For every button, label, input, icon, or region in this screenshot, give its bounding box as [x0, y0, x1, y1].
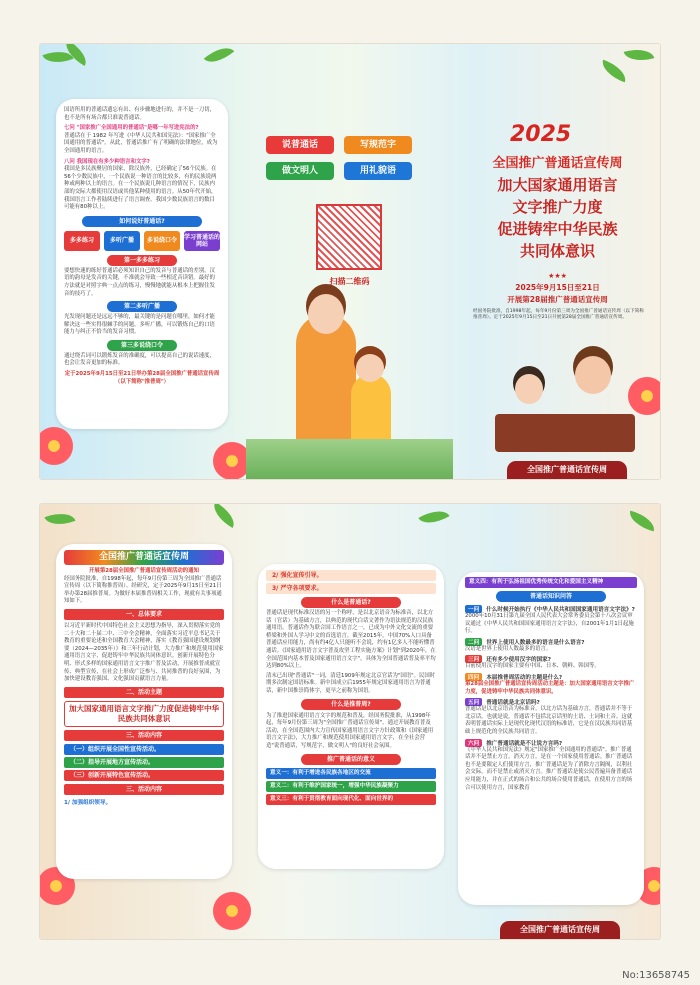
- q-tag: 三问: [465, 655, 482, 663]
- how-items: [64, 231, 220, 251]
- answer-6: 《中华人民共和国宪法》规定"国家推广全国通用的普通话"。推广普通话并不是禁止方言，消灭方言，是在一个国家使用普通话。推广普通话也不是要限定人们使用方言，推广普通话是为了消除方言隔阂，以利社会交际，而不是禁止或消灭方言。推广普通话是使公民普遍具备普通话应用能力，并在正式的场合和公共的场合使用普通话，在使用方言的场合可以使用方言，国家教育: [465, 746, 633, 791]
- question-8: 八问 我国现在有多少种语言和文字?: [64, 158, 150, 165]
- answer-7: 普通话在于 1982 年写进《中华人民共和国宪法》："国家推广全国通用的普通话"。从此，普通话推广有了明确的法律地位，成为全国通用的语言。: [64, 132, 218, 154]
- meaning-item: 意义三：有利于贯彻教育面向现代化、面向世界的: [266, 794, 436, 805]
- panel-inner-middle: [258, 564, 444, 869]
- brand-banner: 全国推广普通话宣传周: [64, 550, 224, 565]
- meaning-title: 推广普通话的意义: [301, 754, 401, 765]
- stars: ★★★: [548, 272, 567, 280]
- section-heading: 二、活动主题: [64, 687, 224, 698]
- usage-title: 什么是推普周?: [301, 699, 401, 710]
- section-heading: 一、总体要求: [64, 609, 224, 620]
- meaning-item: 意义二：有利于维护国家统一，增强中华民族凝聚力: [266, 781, 436, 792]
- question-1: 一问 什么时候开始执行《中华人民共和国国家通用语言文字法》?: [465, 605, 637, 613]
- answer-1: 2000年10月31日第九届全国人民代表大会常务委员会第十八次会议审议通过《中华人民共和国国家通用语言文字法》，自2001年1月1日起施行。: [465, 613, 634, 635]
- event-description: 经国务院批准，自1998年起，每年9月份第三周为全国推广普通话宣传周（以下简称推普周）。定于2025年9月15日至21日开展第28届全国推广普通话宣传周。: [473, 309, 644, 321]
- slogan-chip: 用礼貌语: [344, 162, 412, 180]
- answer-3: 目前使用汉字的国家主要有中国、日本、朝鲜、韩国等。: [465, 663, 600, 670]
- q-tag: 四问: [465, 673, 482, 681]
- panel-middle-cover: [246, 44, 453, 479]
- qr-label: 扫描二维码: [329, 277, 370, 286]
- slogan-chip: 写规范字: [344, 136, 412, 154]
- qr-code[interactable]: [316, 204, 382, 270]
- question-4: 四问 本届推普周活动的主题是什么?: [465, 673, 637, 681]
- section-heading: 三、活动内容: [64, 730, 224, 741]
- date-text: 2025年9月15日至21日: [515, 283, 600, 292]
- knowledge-title: 普通话知识问答: [496, 591, 606, 602]
- step2-text: 光发现问题还是远远不够的，最关键的是问题在哪里，如何才能解决这一些实得很棘手的问题。多听广播，可以锻炼自己的口语能力与纠正不恰当的发音习惯。: [64, 314, 215, 336]
- answer-2: 汉语是世界上使用人数最多的语言。: [465, 645, 552, 652]
- what-text: 普通话是现代标准汉语的另一个称呼，是以北京语音为标准音，以北方话（官话）为基础方言，以典范的现代白话文著作为语法规范的汉民族通用语。普通话作为联合国工作语言之一，已成为中外文化交流的重要桥梁和外国人学习中文的首选语言。截至2015年，中国70%人口具备普通话应用能力，尚有约4亿人只能听不会说，约有1亿多人不能听懂普通话。《国家通用语言文字普及攻坚工程实施方案》计划"到2020年，在全国范围内基本普及国家通用语言文字"，具体为全国普通话普及率平均达到80%以上。: [266, 610, 436, 670]
- how-item: 多听广播: [104, 231, 140, 251]
- content-item: （二）指导开展地方宣传活动。: [64, 757, 224, 768]
- watermark-id: No:13658745: [622, 970, 690, 981]
- leaf-decoration: [44, 508, 75, 531]
- leaf-decoration: [204, 44, 234, 69]
- step1-title: 第一多多练习: [107, 255, 177, 266]
- q-tag: 五问: [465, 698, 482, 706]
- brochure-inner-side: [40, 504, 660, 939]
- flower-decoration: [210, 889, 254, 933]
- step2-title: 第二多听广播: [107, 301, 177, 312]
- brand-title: 全国推广普通话宣传周: [492, 156, 623, 171]
- measure-item: 1/ 加强组织领导。: [64, 799, 112, 806]
- panel-inner-left: [56, 544, 232, 879]
- what-title: 什么是普通话?: [301, 597, 401, 608]
- slogan-chips: [266, 136, 412, 180]
- closing-text: 定于2025年9月15日至21日举办第28届全国推广普通话宣传周（以下简称"推普周"）: [64, 371, 220, 385]
- step3-title: 第三多说绕口令: [107, 340, 177, 351]
- boy-head: [515, 374, 543, 404]
- desk: [495, 414, 635, 452]
- theme-text: 加大国家通用语言文字推广力度促进铸牢中华民族共同体意识: [64, 701, 224, 727]
- logo-year: 2025: [510, 122, 572, 147]
- headline-line: 促进铸牢中华民族: [497, 220, 618, 238]
- headline-line: 加大国家通用语言: [497, 176, 618, 194]
- step1-text: 要想快速的练好普通话必须知识自己的发音与普通话的差别，汉语的韵母是发音的关键，不准就会导致一些相近音读错。最好的方法就是对照字典一点点的练习，慢慢地就能从根本上把握住发音的技巧了。: [64, 267, 215, 297]
- panel-inner-right: [458, 572, 644, 905]
- headline-line: 共同体意识: [519, 242, 595, 260]
- answer-5: 普通话是以北京语音为标准音，以北方话为基础方言，普通话并不等于北京话，也就是说，普通话不包括北京话里的土语、土词和土音。这就表明普通话实际上是现代化现代汉语的标准语，它是在汉民族共同语基础上规范化的全民族共同语言。: [465, 706, 633, 735]
- leaf-decoration: [627, 511, 658, 532]
- q-tag: 一问: [465, 605, 482, 613]
- panel-right-cover: [455, 44, 660, 479]
- q-tag: 二问: [465, 638, 482, 646]
- footer-banner: 全国推广普通话宣传周: [507, 461, 627, 479]
- answer-4: 第28届全国推广普通话宣传周活动主题是：加大国家通用语言文字推广力度，促进铸牢中华民族共同体意识。: [465, 680, 635, 695]
- meaning-4: 意义四：有利于弘扬祖国优秀传统文化和爱国主义精神: [465, 577, 637, 588]
- slogan-chip: 说普通话: [266, 136, 334, 154]
- leaf-decoration: [418, 504, 449, 530]
- slogan-chip: 做文明人: [266, 162, 334, 180]
- question-5: 五问 普通话就是北京话吗?: [465, 698, 637, 706]
- section-heading: 三、活动内容: [64, 784, 224, 795]
- question-6: 六问 推广普通话就是不让说方言吗?: [465, 739, 637, 747]
- intro-text: 经国务院批准，自1998年起，每年9月份第三周为全国推广普通话宣传周（以下简称推普周）。经研究，定于2025年9月15日至21日举办第28届推普周。为做好本届推普周相关工作，现就有关事项通知如下。: [64, 575, 222, 605]
- how-item: 多说绕口令: [144, 231, 180, 251]
- teacher-head: [575, 356, 611, 394]
- usage-text: 为了推进国家通用语言文字的规范和普及，经国务院批准，从1998年起，每年9月份第三周为"全国推广普通话宣传周"。通过开展教育普及活动，在全国范围内大力宣传国家通用语言文字方针政策和《国家通用语言文字法》，大力推广和规范使用国家通用语言文字，在全社会营造"说普通话，写规范字，做文明人"的良好社会氛围。: [266, 712, 434, 749]
- intro-text: 国语所用的普通话遗忘有出、有步骤地进行的，并不是一刀切，也不是所有场合都只准说普通话。: [64, 107, 215, 121]
- leaf-decoration: [208, 504, 239, 528]
- how-item: 学习普通话的网站: [184, 231, 220, 251]
- headline: [455, 174, 660, 262]
- footer-banner: 全国推广普通话宣传周: [500, 921, 620, 939]
- step3-text: 通过绕舌词可以锻炼发音的准确度，可以提高自己的说话速度，也会让发音更加的标准。: [64, 352, 215, 367]
- meaning-item: 意义一：有利于增进各民族各地区的交流: [266, 768, 436, 779]
- notice-title: 开展第28届全国推广普通话宣传周活动的通知: [89, 568, 199, 574]
- content-item: （一）组织开展全国性宣传活动。: [64, 744, 224, 755]
- event-text: 开展第28届推广普通话宣传周: [507, 295, 608, 304]
- question-7: 七问 "国家推广全国通用的普通话"是哪一年写进宪法的?: [64, 125, 199, 132]
- grass-ground: [246, 439, 453, 479]
- measure-item: 3/ 严守各项要求。: [266, 583, 436, 594]
- panel-left-qa: [56, 99, 228, 429]
- what-text-2: 清末已出现"普通话"一词，清廷1909年规定北京官话为"国语"。民国时期多次制定国语标准。新中国成立后1955年规定国家通用语言为普通话，新中国推崇简体字，更早之前称为国语。: [266, 672, 436, 694]
- mother-head: [308, 294, 344, 334]
- brochure-outer-side: [40, 44, 660, 479]
- q-tag: 六问: [465, 739, 482, 747]
- measure-item: 2/ 强化宣传引导。: [266, 570, 436, 581]
- question-2: 二问 世界上使用人数最多的语言是什么语言?: [465, 638, 637, 646]
- child-head: [356, 354, 384, 382]
- question-3: 三问 还有多少使用汉字的国家?: [465, 655, 637, 663]
- how-item: 多多练习: [64, 231, 100, 251]
- section-text: 以习近平新时代中国特色社会主义思想为指导，深入贯彻落实党的二十大和二十届二中、三中全会精神，全面落实习近平总书记关于教育的重要论述和全国教育大会精神，落实《教育强国建设规划纲要（2024—2035年）》和三年行动计划，大力推广和规范使用国家通用语言文字，促进铸牢中华民族共同体意识。创新开展特色分明、形式多样的国家通用语言文字推广普及活动，开展推普成就宣传、典型宣传，在社会上形成广泛参与、共同推普的良好氛围，为加快建设教育强国、文化强国贡献语言力量。: [64, 622, 224, 683]
- how-title: 如何说好普通话?: [82, 216, 202, 227]
- headline-line: 文字推广力度: [512, 198, 603, 216]
- answer-8: 我国是多民族聚居的国家，除汉族外，已经确定了56个民族。在56个少数民族中，一个民族说一种语言的比较多，有的民族说两种或两种以上的语言。在一个民族说几种语言的情况下，民族内部的交际大都使用汉语或其他某种使用的语言。从50年代开始，我国语言工作者陆续进行了语言调查。我国少数民族语言的数目可能有80种以上。: [64, 166, 217, 211]
- content-item: （三）创新开展特色宣传活动。: [64, 770, 224, 781]
- flower-decoration: [40, 424, 76, 468]
